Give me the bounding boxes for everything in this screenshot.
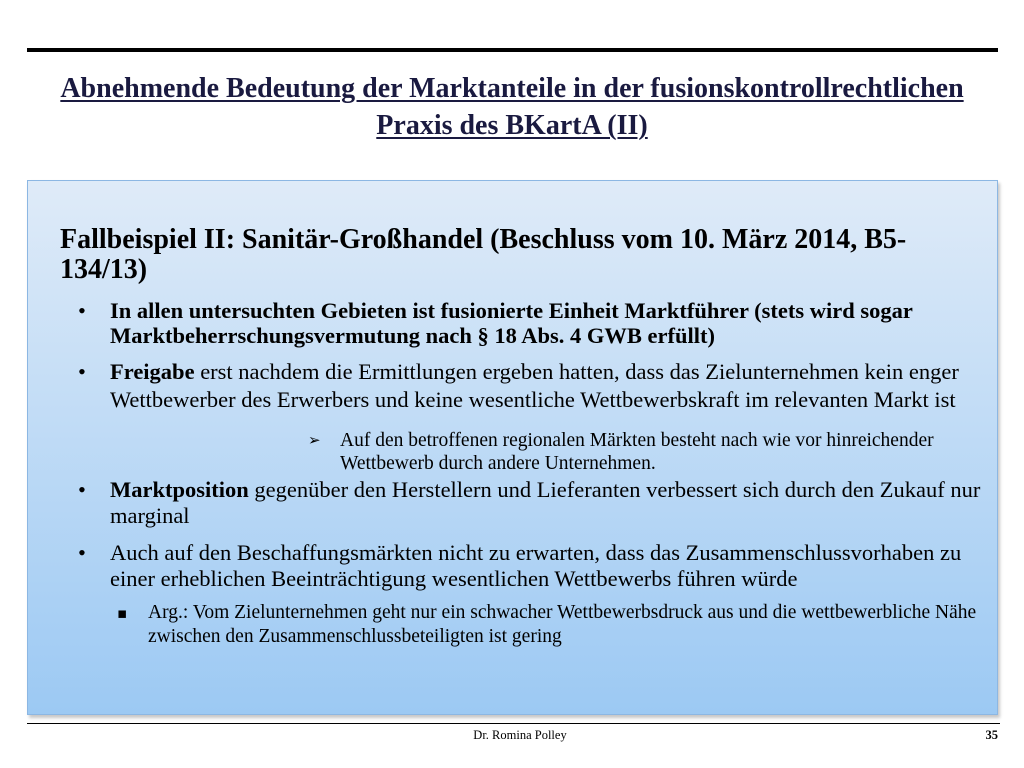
bullet-line-rest: gegenüber den Herstellern und Lieferanten verbessert sich durch den Zukauf nur	[248, 477, 981, 502]
sub-bullet-line: Wettbewerb durch andere Unternehmen.	[340, 453, 656, 474]
page-number: 35	[985, 728, 998, 742]
bullet-line: Marktbeherrschungsvermutung nach § 18 Abs. 4 GWB erfüllt)	[110, 323, 716, 348]
bullet-lead-bold: Freigabe	[110, 359, 195, 384]
bullet-line: einer erheblichen Beeinträchtigung wesentlichen Wettbewerbs führen würde	[110, 566, 798, 591]
bullet-lead-bold: Marktposition	[110, 477, 249, 502]
sub-bullet-line: Auf den betroffenen regionalen Märkten besteht nach wie vor hinreichender	[340, 430, 934, 451]
slide-title	[0, 70, 1024, 144]
footer-rule	[27, 723, 1000, 724]
case-heading-line-1: Fallbeispiel II: Sanitär-Großhandel (Beschluss vom 10. März 2014, B5-	[60, 224, 907, 255]
bullet-text	[110, 358, 959, 414]
bullet-line: Wettbewerber des Erwerbers und keine wesentliche Wettbewerbskraft im relevanten Markt ist	[110, 387, 956, 412]
bullet-text	[110, 540, 961, 592]
slide-title-line-1	[0, 70, 1024, 107]
bullet-text	[110, 477, 980, 529]
sub-bullet-text	[148, 601, 976, 649]
bullet-line	[110, 358, 959, 386]
slide-title-text-1: Abnehmende Bedeutung der Marktanteile in der fusionskontrollrechtlichen	[60, 73, 964, 104]
bullet-line: marginal	[110, 503, 190, 528]
bullet-line: In allen untersuchten Gebieten ist fusionierte Einheit Marktführer (stets wird sogar	[110, 298, 913, 323]
bullet-line	[110, 477, 980, 503]
case-study-box	[27, 180, 998, 715]
sub-bullet-line: zwischen den Zusammenschlussbeteiligten ist gering	[148, 626, 562, 647]
sub-bullet-text	[340, 429, 934, 475]
bullet-dot-icon: •	[78, 298, 86, 323]
arrow-bullet-icon: ➢	[308, 431, 321, 449]
top-rule	[27, 48, 998, 52]
bullet-line-rest: erst nachdem die Ermittlungen ergeben hatten, dass das Zielunternehmen kein enger	[194, 359, 959, 384]
bullet-dot-icon: •	[78, 540, 86, 565]
square-bullet-icon: ▪	[117, 604, 128, 622]
footer-author: Dr. Romina Polley	[473, 728, 567, 742]
sub-bullet-line: Arg.: Vom Zielunternehmen geht nur ein schwacher Wettbewerbsdruck aus und die wettbewerbliche Nähe	[148, 602, 977, 623]
case-heading-line-2: 134/13)	[60, 254, 148, 285]
slide-title-text-2: Praxis des BKartA (II)	[376, 110, 648, 141]
case-heading	[60, 225, 906, 285]
bullet-dot-icon: •	[78, 359, 86, 384]
bullet-text	[110, 298, 913, 348]
bullet-line: Auch auf den Beschaffungsmärkten nicht zu erwarten, dass das Zusammenschlussvorhaben zu	[110, 540, 962, 565]
slide-title-line-2	[0, 107, 1024, 144]
bullet-dot-icon: •	[78, 477, 86, 502]
